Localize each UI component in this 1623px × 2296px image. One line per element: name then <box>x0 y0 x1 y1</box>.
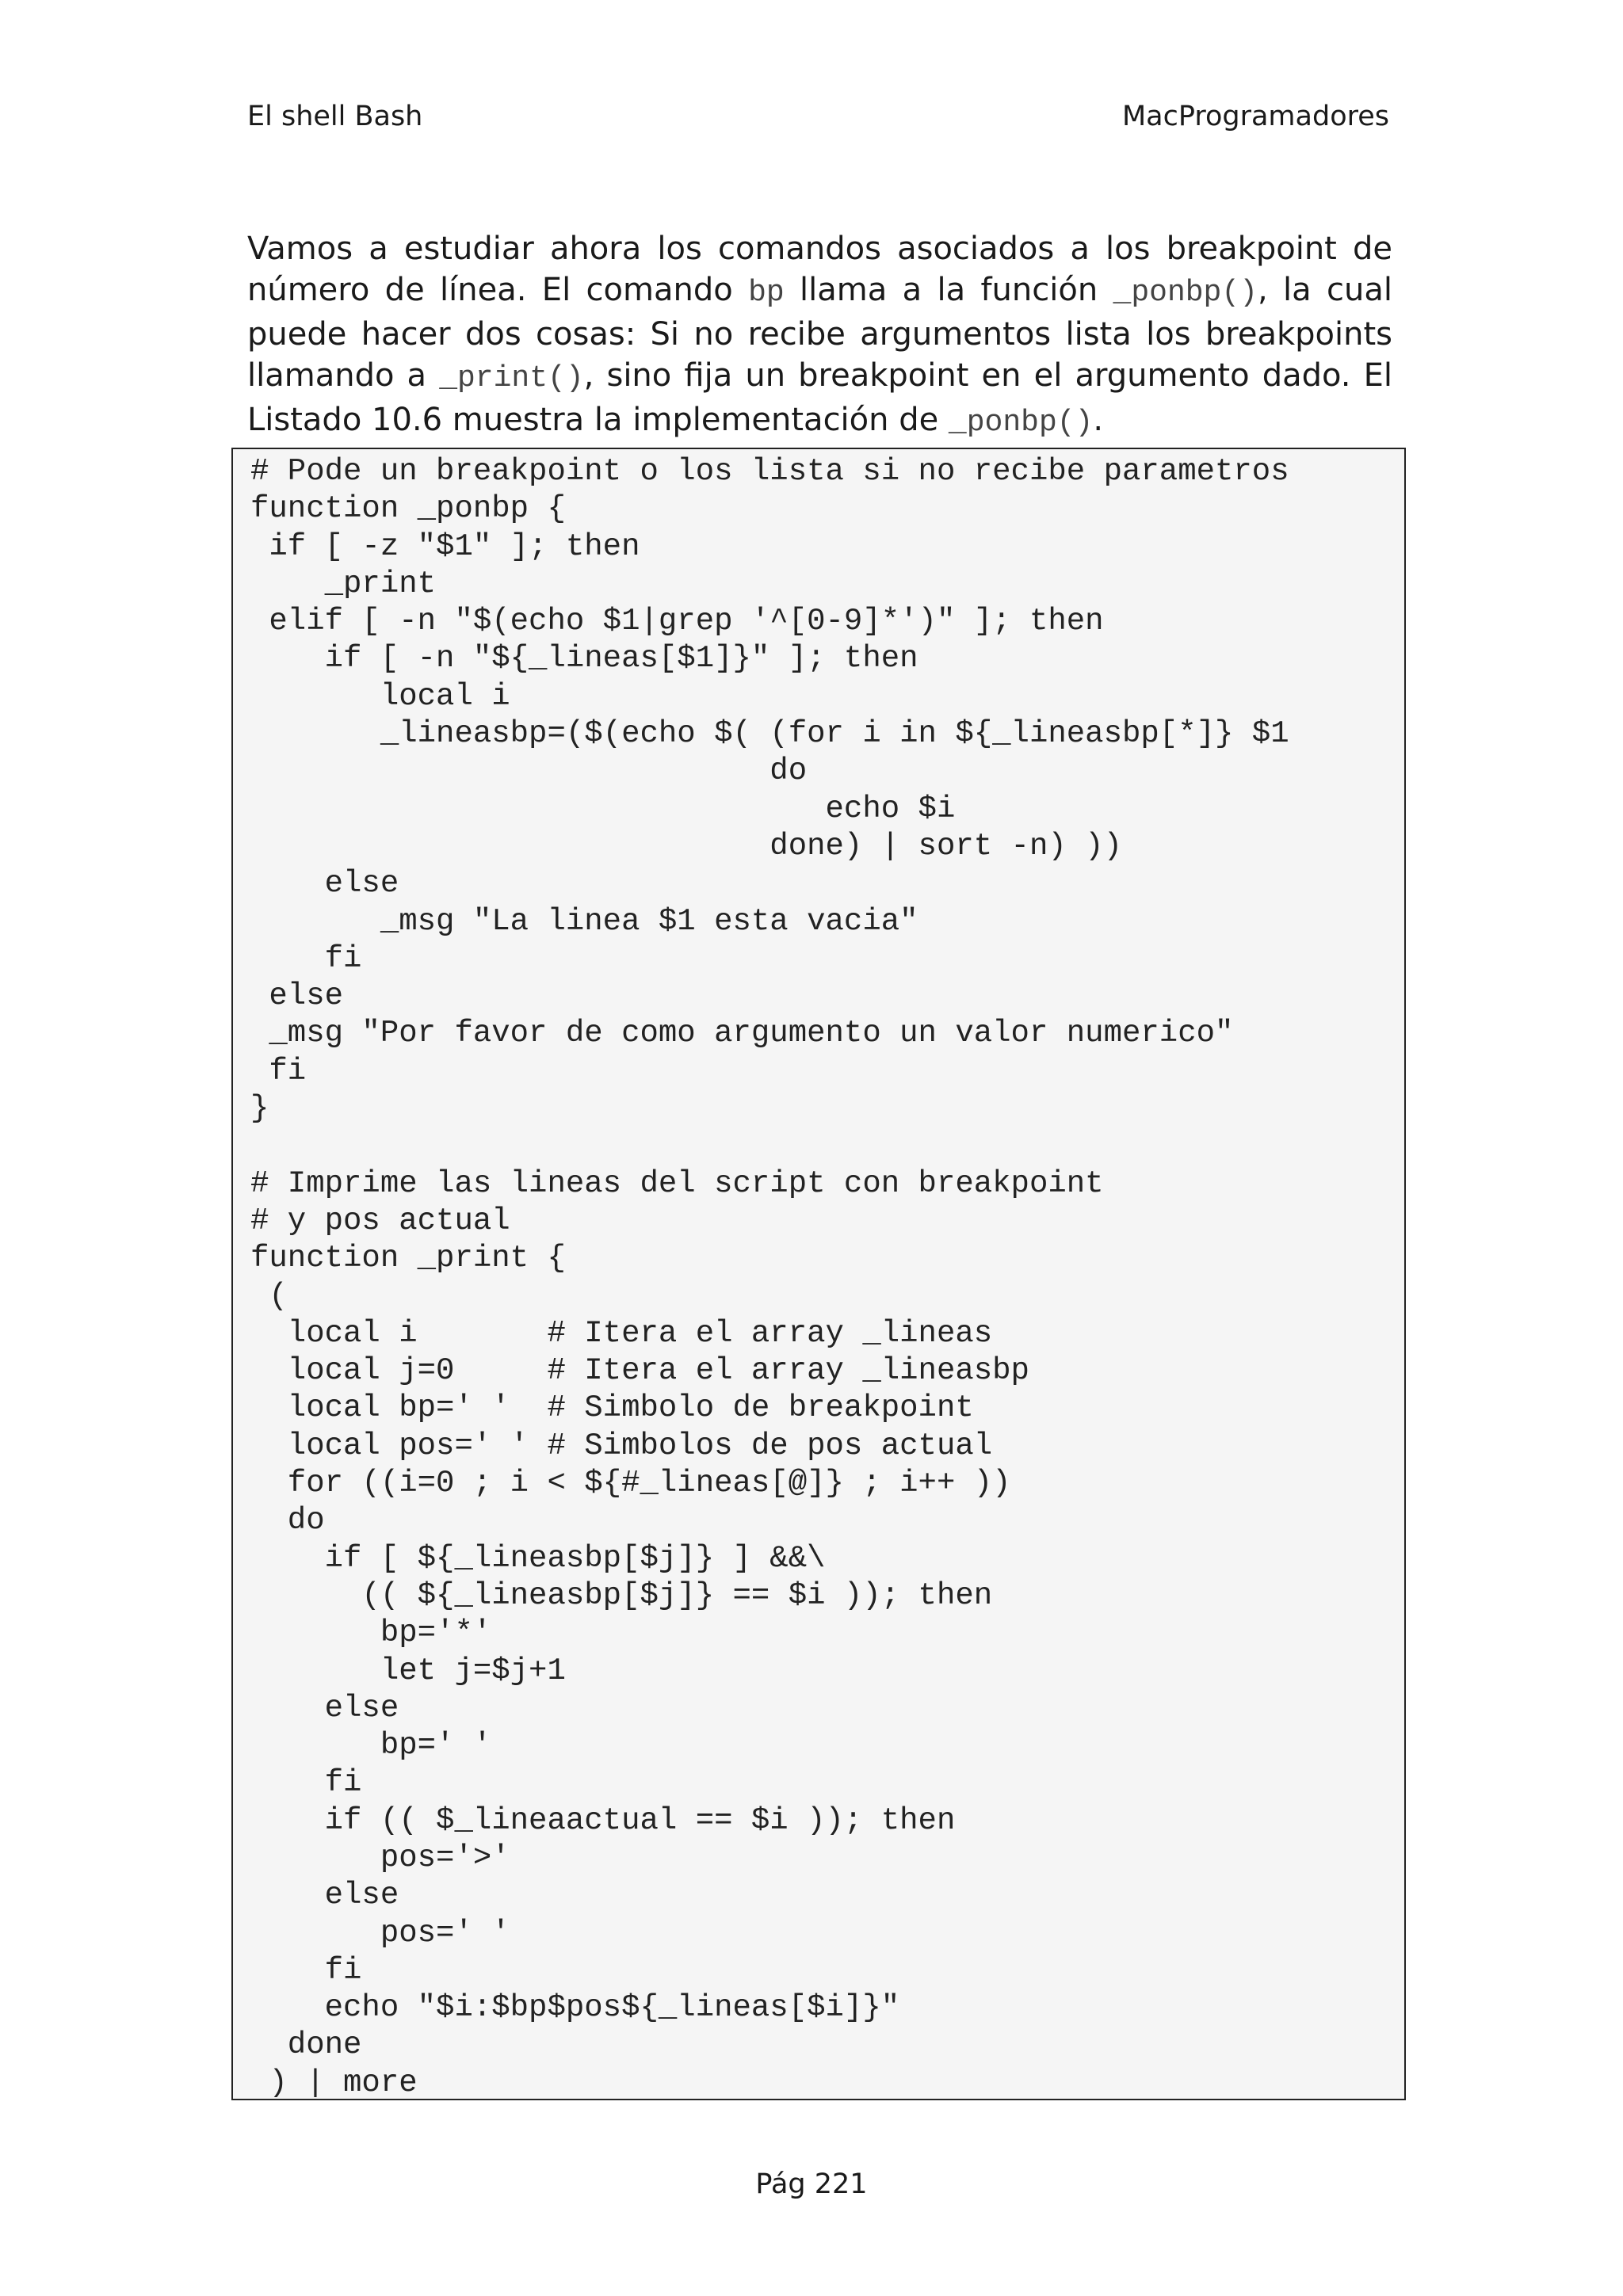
inline-code-ponbp: _ponbp() <box>1113 276 1258 310</box>
inline-code-ponbp-2: _ponbp() <box>948 406 1094 440</box>
page-number: Pág 221 <box>755 2168 868 2200</box>
running-header-title: El shell Bash <box>247 101 423 132</box>
intro-paragraph <box>247 228 1392 444</box>
inline-code-bp: bp <box>748 276 785 310</box>
code-listing: # Pode un breakpoint o los lista si no recibe parametros function _ponbp { if [ -z "$1" ]; then _print elif [ -n "$(echo $1|grep '^[0-9]*')" ]; then if [ -n "${_lineas[$1]}" ]; then local i _lineasbp=($(echo $( (for i in ${_lineasbp[*]} $1 do echo $i done) | sort -n) )) else _msg "La linea $1 esta vacia" fi else _msg "Por favor de como argumento un valor numerico" fi } # Imprime las lineas del script con breakpoint # y pos actual function _print { ( local i # Itera el array _lineas local j=0 # Itera el array _lineasbp local bp=' ' # Simbolo de breakpoint local pos=' ' # Simbolos de pos actual for ((i=0 ; i < ${#_lineas[@]} ; i++ )) do if [ ${_lineasbp[$j]} ] &&\ (( ${_lineasbp[$j]} == $i )); then bp='*' let j=$j+1 else bp=' ' fi if (( $_lineaactual == $i )); then pos='>' else pos=' ' fi echo "$i:$bp$pos${_lineas[$i]}" done ) | more <box>250 454 1289 2100</box>
code-listing-box <box>231 448 1406 2100</box>
intro-text-4: , sino fija un breakpoint en el argumento dado. El Listado 10.6 muestra la implementación de <box>247 357 1392 438</box>
inline-code-print: _print() <box>439 361 584 395</box>
running-header-publisher: MacProgramadores <box>1121 101 1389 132</box>
intro-text-5: . <box>1093 402 1104 438</box>
intro-text-2: llama a la función <box>784 272 1113 308</box>
intro-text-3: , la cual puede hacer dos cosas: Si no recibe argumentos lista los breakpoints llamando a <box>247 272 1392 394</box>
intro-text-1: Vamos a estudiar ahora los comandos asociados a los breakpoint de número de línea. El comando <box>247 231 1392 308</box>
